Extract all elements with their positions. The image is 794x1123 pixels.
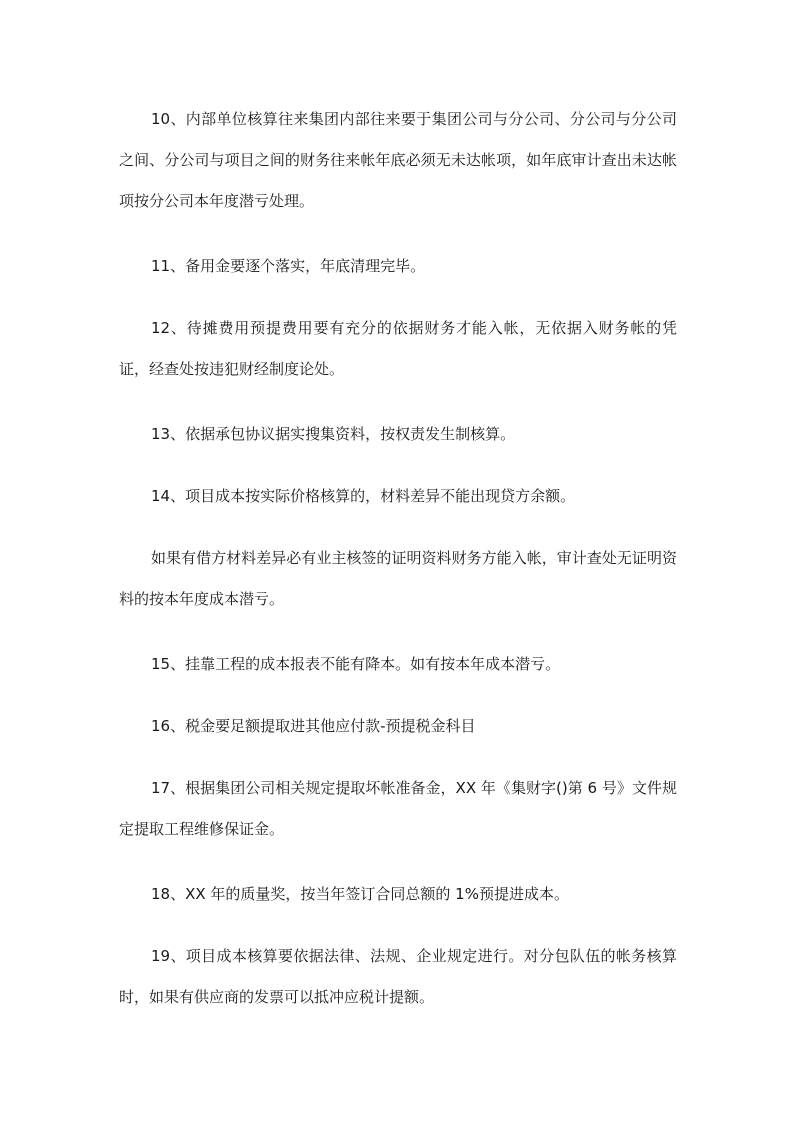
paragraph-10: 10、内部单位核算往来集团内部往来要于集团公司与分公司、分公司与分公司之间、分公司与项目之间的财务往来帐年底必须无未达帐项，如年底审计查出未达帐项按分公司本年度潜亏处理。 [119,110,677,210]
paragraph-14: 14、项目成本按实际价格核算的，材料差异不能出现贷方余额。 [151,487,576,505]
paragraph-18: 18、XX 年的质量奖，按当年签订合同总额的 1%预提进成本。 [151,885,569,903]
document-body [119,99,677,1042]
paragraph-11: 11、备用金要逐个落实，年底清理完毕。 [151,257,426,275]
paragraph-19: 19、项目成本核算要依据法律、法规、企业规定进行。对分包队伍的帐务核算时，如果有供应商的发票可以抵冲应税计提额。 [119,947,677,1006]
paragraph-15: 15、挂靠工程的成本报表不能有降本。如有按本年成本潜亏。 [151,655,561,673]
paragraph-14-note: 如果有借方材料差异必有业主核签的证明资料财务方能入帐，审计查处无证明资料的按本年度成本潜亏。 [119,549,677,608]
paragraph-16: 16、税金要足额提取进其他应付款-预提税金科目 [151,717,476,735]
paragraph-13: 13、依据承包协议据实搜集资料，按权责发生制核算。 [151,425,516,443]
paragraph-12: 12、待摊费用预提费用要有充分的依据财务才能入帐，无依据入财务帐的凭证，经查处按违犯财经制度论处。 [119,319,677,378]
paragraph-17: 17、根据集团公司相关规定提取坏帐准备金，XX 年《集财字()第 6 号》文件规定提取工程维修保证金。 [119,779,677,838]
